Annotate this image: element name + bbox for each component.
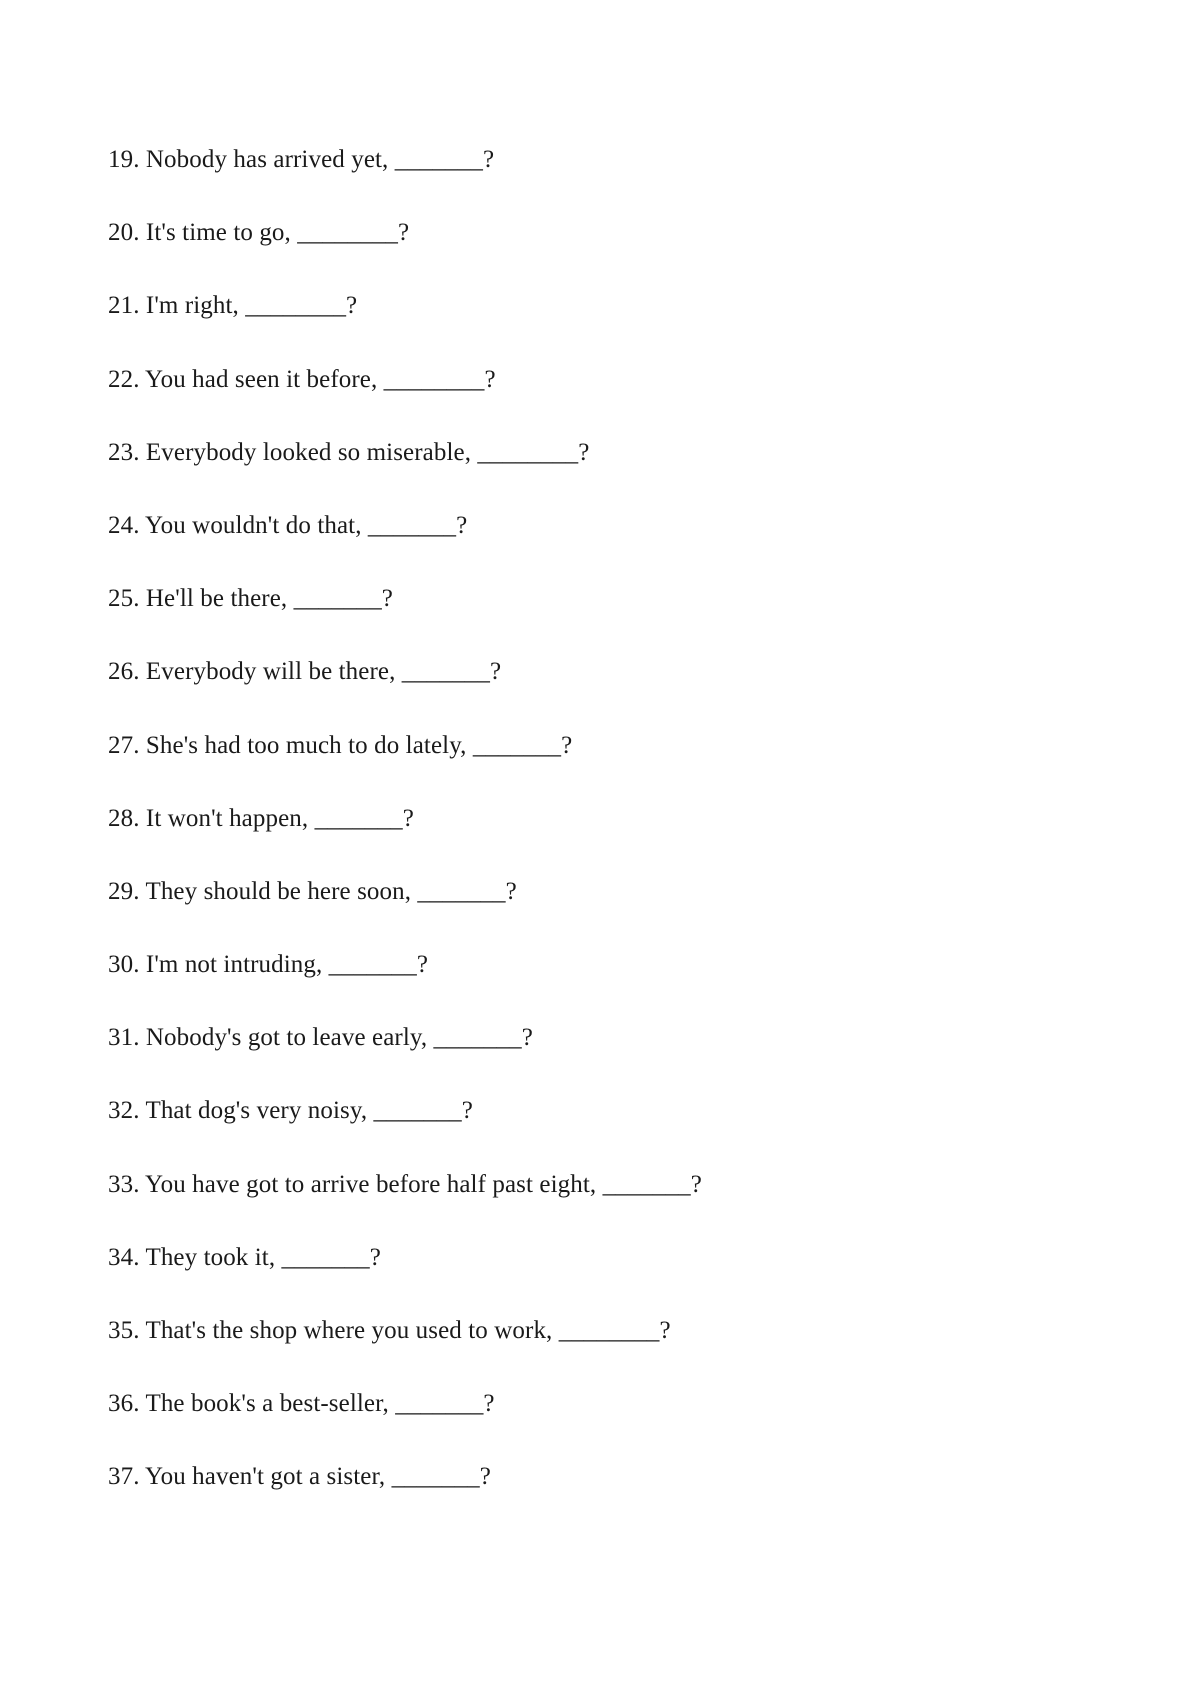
- question-item: 27. She's had too much to do lately, _______?: [108, 731, 573, 759]
- question-item: 23. Everybody looked so miserable, ________?: [108, 438, 590, 466]
- question-item: 37. You haven't got a sister, _______?: [108, 1463, 491, 1491]
- question-item: 33. You have got to arrive before half past eight, _______?: [108, 1170, 702, 1198]
- question-item: 25. He'll be there, _______?: [108, 585, 394, 613]
- question-item: 19. Nobody has arrived yet, _______?: [108, 146, 495, 173]
- question-item: 28. It won't happen, _______?: [108, 804, 414, 832]
- question-item: 32. That dog's very noisy, _______?: [108, 1097, 473, 1125]
- question-item: 29. They should be here soon, _______?: [108, 877, 517, 905]
- question-list: [108, 142, 702, 1533]
- question-item: 31. Nobody's got to leave early, _______?: [108, 1024, 533, 1052]
- question-item: 34. They took it, _______?: [108, 1243, 381, 1271]
- question-item: 36. The book's a best-seller, _______?: [108, 1390, 495, 1418]
- question-item: 21. I'm right, ________?: [108, 292, 358, 320]
- question-item: 35. That's the shop where you used to work, ________?: [108, 1317, 671, 1344]
- question-item: 22. You had seen it before, ________?: [108, 365, 496, 393]
- question-item: 20. It's time to go, ________?: [108, 219, 410, 247]
- question-item: 26. Everybody will be there, _______?: [108, 658, 502, 686]
- question-item: 24. You wouldn't do that, _______?: [108, 511, 468, 539]
- question-item: 30. I'm not intruding, _______?: [108, 951, 429, 979]
